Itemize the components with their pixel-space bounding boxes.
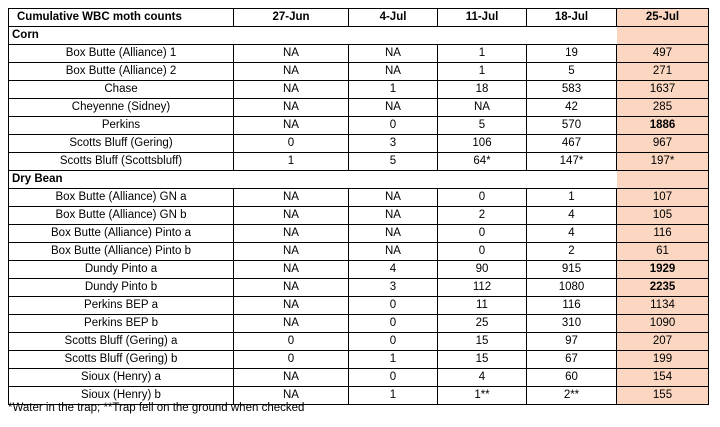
location-cell: Perkins BEP b bbox=[9, 315, 234, 333]
count-cell: 106 bbox=[438, 135, 527, 153]
count-cell: 2 bbox=[438, 207, 527, 225]
footnote: *Water in the trap; **Trap fell on the ground when checked bbox=[8, 402, 305, 414]
count-cell-latest: 107 bbox=[617, 189, 709, 207]
count-cell: NA bbox=[234, 45, 349, 63]
count-cell: 4 bbox=[527, 225, 617, 243]
count-cell: NA bbox=[349, 243, 438, 261]
count-cell: NA bbox=[349, 99, 438, 117]
location-cell: Perkins bbox=[9, 117, 234, 135]
moth-counts-table bbox=[8, 8, 709, 405]
count-cell: 0 bbox=[438, 225, 527, 243]
section-spacer-cell bbox=[234, 171, 349, 189]
section-spacer-cell bbox=[527, 27, 617, 45]
count-cell: NA bbox=[349, 189, 438, 207]
count-cell: 3 bbox=[349, 279, 438, 297]
count-cell: 583 bbox=[527, 81, 617, 99]
count-cell: NA bbox=[234, 279, 349, 297]
count-cell-latest: 199 bbox=[617, 351, 709, 369]
section-spacer-cell bbox=[527, 171, 617, 189]
section-spacer-cell bbox=[349, 27, 438, 45]
table-row bbox=[9, 333, 709, 351]
count-cell-latest: 61 bbox=[617, 243, 709, 261]
count-cell-latest: 197* bbox=[617, 153, 709, 171]
count-cell-latest: 1886 bbox=[617, 117, 709, 135]
count-cell: NA bbox=[234, 261, 349, 279]
section-header-row bbox=[9, 171, 709, 189]
count-cell: 25 bbox=[438, 315, 527, 333]
count-cell: NA bbox=[234, 207, 349, 225]
count-cell: 18 bbox=[438, 81, 527, 99]
table-row bbox=[9, 45, 709, 63]
count-cell: NA bbox=[438, 99, 527, 117]
count-cell-latest: 1929 bbox=[617, 261, 709, 279]
count-cell: 1 bbox=[438, 63, 527, 81]
table-row bbox=[9, 243, 709, 261]
table-row bbox=[9, 279, 709, 297]
count-cell-latest: 2235 bbox=[617, 279, 709, 297]
count-cell: 2** bbox=[527, 387, 617, 405]
section-spacer-cell bbox=[438, 171, 527, 189]
table-row bbox=[9, 63, 709, 81]
location-cell: Box Butte (Alliance) GN a bbox=[9, 189, 234, 207]
count-cell: 0 bbox=[234, 351, 349, 369]
count-cell: 4 bbox=[349, 261, 438, 279]
section-spacer-cell bbox=[234, 27, 349, 45]
count-cell: 0 bbox=[349, 117, 438, 135]
section-spacer-cell bbox=[349, 171, 438, 189]
date-header: 11-Jul bbox=[438, 9, 527, 27]
count-cell-latest: 154 bbox=[617, 369, 709, 387]
table-row bbox=[9, 117, 709, 135]
table-title: Cumulative WBC moth counts bbox=[9, 9, 234, 27]
location-cell: Cheyenne (Sidney) bbox=[9, 99, 234, 117]
section-header-row bbox=[9, 27, 709, 45]
table-row bbox=[9, 261, 709, 279]
count-cell: 310 bbox=[527, 315, 617, 333]
count-cell: 1080 bbox=[527, 279, 617, 297]
count-cell: 112 bbox=[438, 279, 527, 297]
count-cell: 2 bbox=[527, 243, 617, 261]
count-cell: NA bbox=[234, 297, 349, 315]
count-cell: NA bbox=[234, 99, 349, 117]
count-cell: 915 bbox=[527, 261, 617, 279]
date-header: 27-Jun bbox=[234, 9, 349, 27]
count-cell-latest: 116 bbox=[617, 225, 709, 243]
count-cell: NA bbox=[234, 387, 349, 405]
count-cell: 147* bbox=[527, 153, 617, 171]
section-spacer-cell-highlighted bbox=[617, 27, 709, 45]
date-header-highlighted: 25-Jul bbox=[617, 9, 709, 27]
count-cell-latest: 155 bbox=[617, 387, 709, 405]
date-header: 4-Jul bbox=[349, 9, 438, 27]
count-cell: NA bbox=[234, 225, 349, 243]
table-row bbox=[9, 81, 709, 99]
count-cell: 0 bbox=[234, 333, 349, 351]
count-cell: 570 bbox=[527, 117, 617, 135]
count-cell: 5 bbox=[349, 153, 438, 171]
count-cell: 4 bbox=[527, 207, 617, 225]
count-cell: NA bbox=[234, 315, 349, 333]
date-header: 18-Jul bbox=[527, 9, 617, 27]
location-cell: Box Butte (Alliance) GN b bbox=[9, 207, 234, 225]
count-cell: 1 bbox=[349, 351, 438, 369]
count-cell: 5 bbox=[527, 63, 617, 81]
count-cell: 0 bbox=[349, 333, 438, 351]
section-title: Corn bbox=[9, 27, 234, 45]
count-cell: 3 bbox=[349, 135, 438, 153]
count-cell: NA bbox=[234, 369, 349, 387]
count-cell: 0 bbox=[438, 189, 527, 207]
location-cell: Chase bbox=[9, 81, 234, 99]
table-row bbox=[9, 189, 709, 207]
location-cell: Box Butte (Alliance) 1 bbox=[9, 45, 234, 63]
table-row bbox=[9, 99, 709, 117]
location-cell: Scotts Bluff (Gering) b bbox=[9, 351, 234, 369]
count-cell: NA bbox=[349, 45, 438, 63]
moth-counts-table-container bbox=[8, 8, 680, 405]
location-cell: Dundy Pinto a bbox=[9, 261, 234, 279]
header-row bbox=[9, 9, 709, 27]
table-row bbox=[9, 207, 709, 225]
count-cell: NA bbox=[349, 225, 438, 243]
location-cell: Box Butte (Alliance) 2 bbox=[9, 63, 234, 81]
count-cell-latest: 1134 bbox=[617, 297, 709, 315]
count-cell: 467 bbox=[527, 135, 617, 153]
table-row bbox=[9, 315, 709, 333]
count-cell: 0 bbox=[349, 369, 438, 387]
count-cell: 97 bbox=[527, 333, 617, 351]
table-row bbox=[9, 351, 709, 369]
count-cell: NA bbox=[349, 207, 438, 225]
count-cell: NA bbox=[234, 81, 349, 99]
location-cell: Dundy Pinto b bbox=[9, 279, 234, 297]
count-cell: 5 bbox=[438, 117, 527, 135]
count-cell: 42 bbox=[527, 99, 617, 117]
count-cell-latest: 497 bbox=[617, 45, 709, 63]
count-cell: 1 bbox=[349, 81, 438, 99]
count-cell-latest: 1090 bbox=[617, 315, 709, 333]
location-cell: Scotts Bluff (Gering) bbox=[9, 135, 234, 153]
table-row bbox=[9, 135, 709, 153]
count-cell: 0 bbox=[234, 135, 349, 153]
location-cell: Box Butte (Alliance) Pinto b bbox=[9, 243, 234, 261]
count-cell-latest: 207 bbox=[617, 333, 709, 351]
count-cell: 0 bbox=[349, 297, 438, 315]
count-cell: NA bbox=[234, 63, 349, 81]
count-cell: 15 bbox=[438, 351, 527, 369]
location-cell: Perkins BEP a bbox=[9, 297, 234, 315]
table-body bbox=[9, 27, 709, 405]
count-cell: 11 bbox=[438, 297, 527, 315]
count-cell: 60 bbox=[527, 369, 617, 387]
count-cell: 1 bbox=[349, 387, 438, 405]
count-cell: 90 bbox=[438, 261, 527, 279]
table-row bbox=[9, 297, 709, 315]
count-cell: 1 bbox=[234, 153, 349, 171]
count-cell: NA bbox=[234, 189, 349, 207]
count-cell: 1** bbox=[438, 387, 527, 405]
count-cell: 64* bbox=[438, 153, 527, 171]
location-cell: Scotts Bluff (Scottsbluff) bbox=[9, 153, 234, 171]
section-spacer-cell-highlighted bbox=[617, 171, 709, 189]
count-cell: 19 bbox=[527, 45, 617, 63]
table-row bbox=[9, 153, 709, 171]
count-cell: 0 bbox=[349, 315, 438, 333]
count-cell-latest: 285 bbox=[617, 99, 709, 117]
location-cell: Scotts Bluff (Gering) a bbox=[9, 333, 234, 351]
location-cell: Box Butte (Alliance) Pinto a bbox=[9, 225, 234, 243]
count-cell-latest: 1637 bbox=[617, 81, 709, 99]
count-cell: NA bbox=[234, 243, 349, 261]
count-cell: 0 bbox=[438, 243, 527, 261]
count-cell: 1 bbox=[438, 45, 527, 63]
location-cell: Sioux (Henry) b bbox=[9, 387, 234, 405]
section-title: Dry Bean bbox=[9, 171, 234, 189]
count-cell-latest: 105 bbox=[617, 207, 709, 225]
section-spacer-cell bbox=[438, 27, 527, 45]
count-cell: NA bbox=[234, 117, 349, 135]
count-cell: 116 bbox=[527, 297, 617, 315]
count-cell: NA bbox=[349, 63, 438, 81]
count-cell: 15 bbox=[438, 333, 527, 351]
table-row bbox=[9, 225, 709, 243]
location-cell: Sioux (Henry) a bbox=[9, 369, 234, 387]
count-cell: 67 bbox=[527, 351, 617, 369]
count-cell: 4 bbox=[438, 369, 527, 387]
count-cell: 1 bbox=[527, 189, 617, 207]
count-cell-latest: 967 bbox=[617, 135, 709, 153]
table-row bbox=[9, 369, 709, 387]
count-cell-latest: 271 bbox=[617, 63, 709, 81]
